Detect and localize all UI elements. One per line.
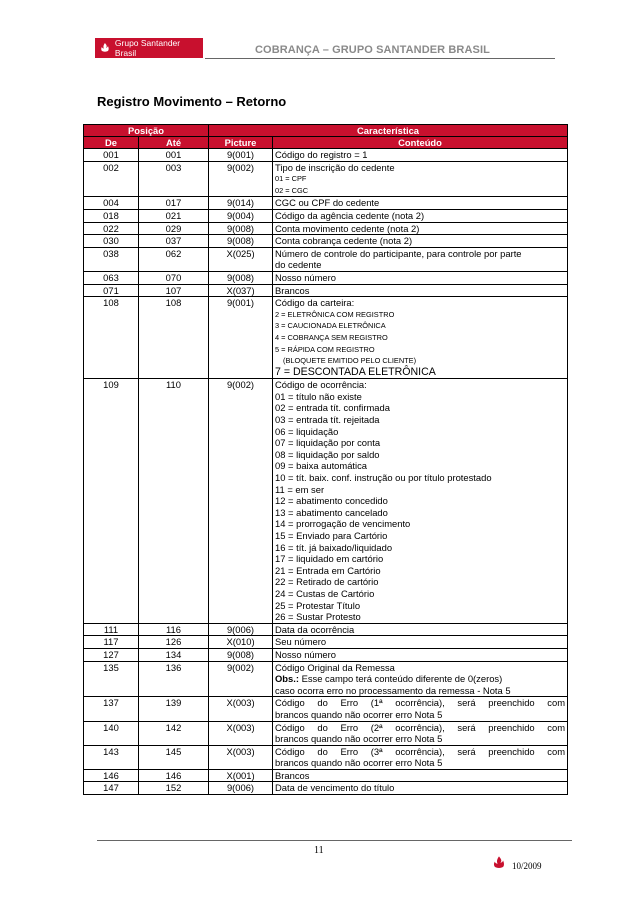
table-row (84, 284, 568, 297)
content-line (275, 565, 565, 577)
content-line (275, 495, 565, 507)
table-row (84, 247, 568, 271)
content-text: 02 = CGC (275, 185, 309, 195)
content-line (275, 576, 565, 588)
header-divider (205, 58, 555, 59)
cell-de: 022 (84, 222, 139, 235)
content-text: 01 = título não existe (275, 390, 362, 402)
content-line (275, 449, 565, 461)
page-number: 11 (314, 845, 324, 856)
cell-de: 111 (84, 623, 139, 636)
content-text: 08 = liquidação por saldo (275, 448, 380, 460)
content-line (275, 320, 565, 332)
content-text: Conta movimento cedente (nota 2) (275, 222, 420, 234)
content-line (275, 733, 565, 745)
content-text: Código do Erro (1ª ocorrência), será preenchido com (275, 697, 566, 709)
cell-ate: 017 (139, 197, 209, 210)
content-text: 10 = tít. baix. conf. instrução ou por título protestado (275, 472, 492, 484)
content-text: Brancos (275, 284, 310, 296)
footer-date: 10/2009 (512, 861, 542, 871)
content-line (275, 530, 565, 542)
content-line (275, 757, 565, 769)
table-row (84, 745, 568, 769)
content-text: Código Original da Remessa (275, 661, 395, 673)
content-text: do cedente (275, 259, 322, 271)
cell-conteudo (273, 661, 568, 697)
content-text: CGC ou CPF do cedente (275, 197, 380, 209)
content-text: 06 = liquidação (275, 425, 339, 437)
cell-de: 135 (84, 661, 139, 697)
content-text: 16 = tít. já baixado/liquidado (275, 541, 393, 553)
cell-de: 140 (84, 721, 139, 745)
cell-picture: X(003) (209, 745, 273, 769)
content-text: (BLOQUETE EMITIDO PELO CLIENTE) (283, 356, 417, 366)
santander-logo (95, 38, 203, 58)
content-line (275, 437, 565, 449)
cell-ate: 116 (139, 623, 209, 636)
cell-de: 127 (84, 648, 139, 661)
content-line (275, 149, 565, 161)
group-header-posicao: Posição (84, 125, 209, 137)
content-line (275, 722, 565, 734)
table-row (84, 648, 568, 661)
santander-flame-icon (99, 42, 111, 54)
cell-de: 108 (84, 297, 139, 379)
content-text: 15 = Enviado para Cartório (275, 530, 388, 541)
content-text: 5 = RÁPIDA COM REGISTRO (275, 344, 375, 354)
table-row (84, 697, 568, 721)
content-line (275, 611, 565, 623)
table-row (84, 636, 568, 649)
record-layout-table (83, 124, 568, 795)
content-text: 24 = Custas de Cartório (275, 587, 375, 599)
table-row (84, 297, 568, 379)
cell-ate: 029 (139, 222, 209, 235)
content-text: 13 = abatimento cancelado (275, 506, 388, 518)
content-line (275, 272, 565, 284)
cell-conteudo (273, 149, 568, 162)
content-line (275, 673, 565, 685)
content-text: Data de vencimento do título (275, 782, 395, 794)
cell-ate: 134 (139, 648, 209, 661)
table-row (84, 782, 568, 795)
santander-flame-icon (491, 855, 507, 871)
cell-ate: 126 (139, 636, 209, 649)
content-text: 4 = COBRANÇA SEM REGISTRO (275, 332, 388, 342)
content-line (275, 197, 565, 209)
cell-conteudo (273, 235, 568, 248)
cell-picture: X(037) (209, 284, 273, 297)
column-header-de: De (84, 137, 139, 149)
cell-conteudo (273, 769, 568, 782)
table-row (84, 769, 568, 782)
content-text: Código da carteira: (275, 297, 355, 309)
cell-conteudo (273, 222, 568, 235)
content-line (275, 472, 565, 484)
cell-conteudo (273, 697, 568, 721)
cell-de: 038 (84, 247, 139, 271)
cell-picture: 9(014) (209, 197, 273, 210)
content-line (275, 685, 565, 697)
content-text: caso ocorra erro no processamento da remessa - Nota 5 (275, 684, 511, 696)
cell-conteudo (273, 209, 568, 222)
content-line (275, 235, 565, 247)
cell-conteudo (273, 648, 568, 661)
content-text: Número de controle do participante, para controle por parte (275, 247, 522, 259)
table-row (84, 197, 568, 210)
cell-picture: 9(002) (209, 379, 273, 623)
content-line (275, 460, 565, 472)
table-row (84, 379, 568, 623)
content-line (275, 285, 565, 297)
table-group-header-row (84, 125, 568, 137)
header-title: COBRANÇA – GRUPO SANTANDER BRASIL (255, 44, 490, 56)
cell-ate: 070 (139, 271, 209, 284)
cell-picture: 9(001) (209, 297, 273, 379)
cell-ate: 139 (139, 697, 209, 721)
content-text: brancos quando não ocorrer erro Nota 5 (275, 708, 443, 720)
table-column-header-row (84, 137, 568, 149)
cell-de: 004 (84, 197, 139, 210)
cell-ate: 108 (139, 297, 209, 379)
content-text: 2 = ELETRÔNICA COM REGISTRO (275, 309, 395, 319)
content-text: 3 = CAUCIONADA ELETRÔNICA (275, 321, 386, 331)
content-text: Nosso número (275, 271, 336, 283)
content-text: Código de ocorrência: (275, 379, 367, 391)
content-text: 25 = Protestar Título (275, 599, 361, 611)
cell-picture: X(010) (209, 636, 273, 649)
content-line (275, 379, 565, 391)
cell-de: 002 (84, 161, 139, 197)
cell-ate: 021 (139, 209, 209, 222)
cell-conteudo (273, 636, 568, 649)
content-text: Código do registro = 1 (275, 149, 368, 160)
content-text: 03 = entrada tít. rejeitada (275, 414, 380, 426)
content-line (275, 297, 565, 309)
content-text: 17 = liquidado em cartório (275, 553, 384, 565)
cell-picture: 9(008) (209, 648, 273, 661)
content-text: 14 = prorrogação de vencimento (275, 518, 411, 530)
content-text: Tipo de inscrição do cedente (275, 161, 395, 173)
content-text: 21 = Entrada em Cartório (275, 564, 381, 576)
cell-ate: 107 (139, 284, 209, 297)
content-line (275, 746, 565, 758)
cell-ate: 037 (139, 235, 209, 248)
cell-picture: 9(001) (209, 149, 273, 162)
content-line (275, 426, 565, 438)
cell-ate: 145 (139, 745, 209, 769)
cell-ate: 142 (139, 721, 209, 745)
content-text: Código da agência cedente (nota 2) (275, 209, 425, 221)
cell-picture: X(001) (209, 769, 273, 782)
table-row (84, 271, 568, 284)
content-line (275, 697, 565, 709)
column-header-conteudo: Conteúdo (273, 137, 568, 149)
table-row (84, 661, 568, 697)
cell-conteudo (273, 379, 568, 623)
cell-ate: 062 (139, 247, 209, 271)
cell-picture: 9(002) (209, 661, 273, 697)
content-line (275, 332, 565, 344)
cell-ate: 001 (139, 149, 209, 162)
cell-de: 109 (84, 379, 139, 623)
content-line (275, 173, 565, 185)
cell-conteudo (273, 623, 568, 636)
content-text: Seu número (275, 636, 327, 648)
content-line (275, 588, 565, 600)
cell-picture: 9(008) (209, 271, 273, 284)
content-line (275, 402, 565, 414)
table-row (84, 623, 568, 636)
content-line (275, 484, 565, 496)
cell-picture: 9(006) (209, 623, 273, 636)
content-text: Brancos (275, 769, 310, 781)
cell-ate: 136 (139, 661, 209, 697)
cell-picture: 9(002) (209, 161, 273, 197)
group-header-caracteristica: Característica (209, 125, 568, 137)
content-text: Conta cobrança cedente (nota 2) (275, 235, 413, 247)
content-text: Data da ocorrência (275, 623, 355, 635)
table-row (84, 149, 568, 162)
cell-conteudo (273, 161, 568, 197)
table-row (84, 235, 568, 248)
content-text: Nosso número (275, 648, 336, 660)
content-line (275, 248, 565, 260)
content-text: 07 = liquidação por conta (275, 437, 381, 449)
cell-de: 030 (84, 235, 139, 248)
cell-de: 117 (84, 636, 139, 649)
content-line (275, 259, 565, 271)
content-line (275, 553, 565, 565)
cell-de: 018 (84, 209, 139, 222)
content-text: brancos quando não ocorrer erro Nota 5 (275, 757, 443, 769)
cell-conteudo (273, 284, 568, 297)
content-line (275, 770, 565, 782)
content-text: 12 = abatimento concedido (275, 495, 388, 507)
content-line (275, 662, 565, 674)
content-text: 02 = entrada tít. confirmada (275, 402, 390, 414)
cell-de: 137 (84, 697, 139, 721)
page-title: Registro Movimento – Retorno (97, 94, 287, 109)
cell-picture: 9(004) (209, 209, 273, 222)
table-row (84, 721, 568, 745)
content-line (275, 414, 565, 426)
column-header-picture: Picture (209, 137, 273, 149)
cell-conteudo (273, 247, 568, 271)
footer-divider (97, 840, 572, 841)
table-row (84, 222, 568, 235)
cell-ate: 110 (139, 379, 209, 623)
cell-conteudo (273, 271, 568, 284)
content-line (275, 210, 565, 222)
content-line (275, 185, 565, 197)
column-header-ate: Até (139, 137, 209, 149)
content-text: brancos quando não ocorrer erro Nota 5 (275, 733, 443, 745)
content-text: Código do Erro (2ª ocorrência), será preenchido com (275, 721, 566, 733)
content-line (275, 344, 565, 356)
cell-picture: X(003) (209, 697, 273, 721)
cell-de: 143 (84, 745, 139, 769)
cell-conteudo (273, 745, 568, 769)
content-line (275, 542, 565, 554)
cell-picture: X(025) (209, 247, 273, 271)
cell-de: 146 (84, 769, 139, 782)
cell-ate: 146 (139, 769, 209, 782)
content-text: Esse campo terá conteúdo diferente de 0(zeros) (301, 673, 503, 685)
cell-picture: 9(008) (209, 235, 273, 248)
content-line (275, 223, 565, 235)
content-line (275, 518, 565, 530)
content-text: 22 = Retirado de cartório (275, 576, 379, 588)
content-text: 11 = em ser (275, 483, 325, 495)
cell-picture: 9(006) (209, 782, 273, 795)
content-text: 09 = baixa automática (275, 460, 368, 472)
logo-text: Grupo Santander Brasil (114, 38, 181, 58)
cell-conteudo (273, 197, 568, 210)
cell-de: 071 (84, 284, 139, 297)
content-line (275, 624, 565, 636)
content-line (275, 391, 565, 403)
content-line (275, 709, 565, 721)
content-line (275, 162, 565, 174)
obs-label: Obs.: (275, 673, 302, 685)
content-line (275, 649, 565, 661)
content-text: 7 = DESCONTADA ELETRÔNICA (275, 365, 436, 378)
cell-picture: 9(008) (209, 222, 273, 235)
cell-picture: X(003) (209, 721, 273, 745)
content-line (275, 309, 565, 321)
content-text: 01 = CPF (275, 174, 307, 184)
content-line (275, 636, 565, 648)
content-text: 26 = Sustar Protesto (275, 611, 361, 623)
cell-de: 063 (84, 271, 139, 284)
table-row (84, 209, 568, 222)
content-line (275, 507, 565, 519)
cell-ate: 003 (139, 161, 209, 197)
cell-de: 001 (84, 149, 139, 162)
table-row (84, 161, 568, 197)
content-line (275, 367, 565, 379)
cell-conteudo (273, 782, 568, 795)
cell-ate: 152 (139, 782, 209, 795)
cell-de: 147 (84, 782, 139, 795)
cell-conteudo (273, 721, 568, 745)
cell-conteudo (273, 297, 568, 379)
content-text: Código do Erro (3ª ocorrência), será preenchido com (275, 745, 566, 757)
content-line (275, 600, 565, 612)
content-line (275, 782, 565, 794)
